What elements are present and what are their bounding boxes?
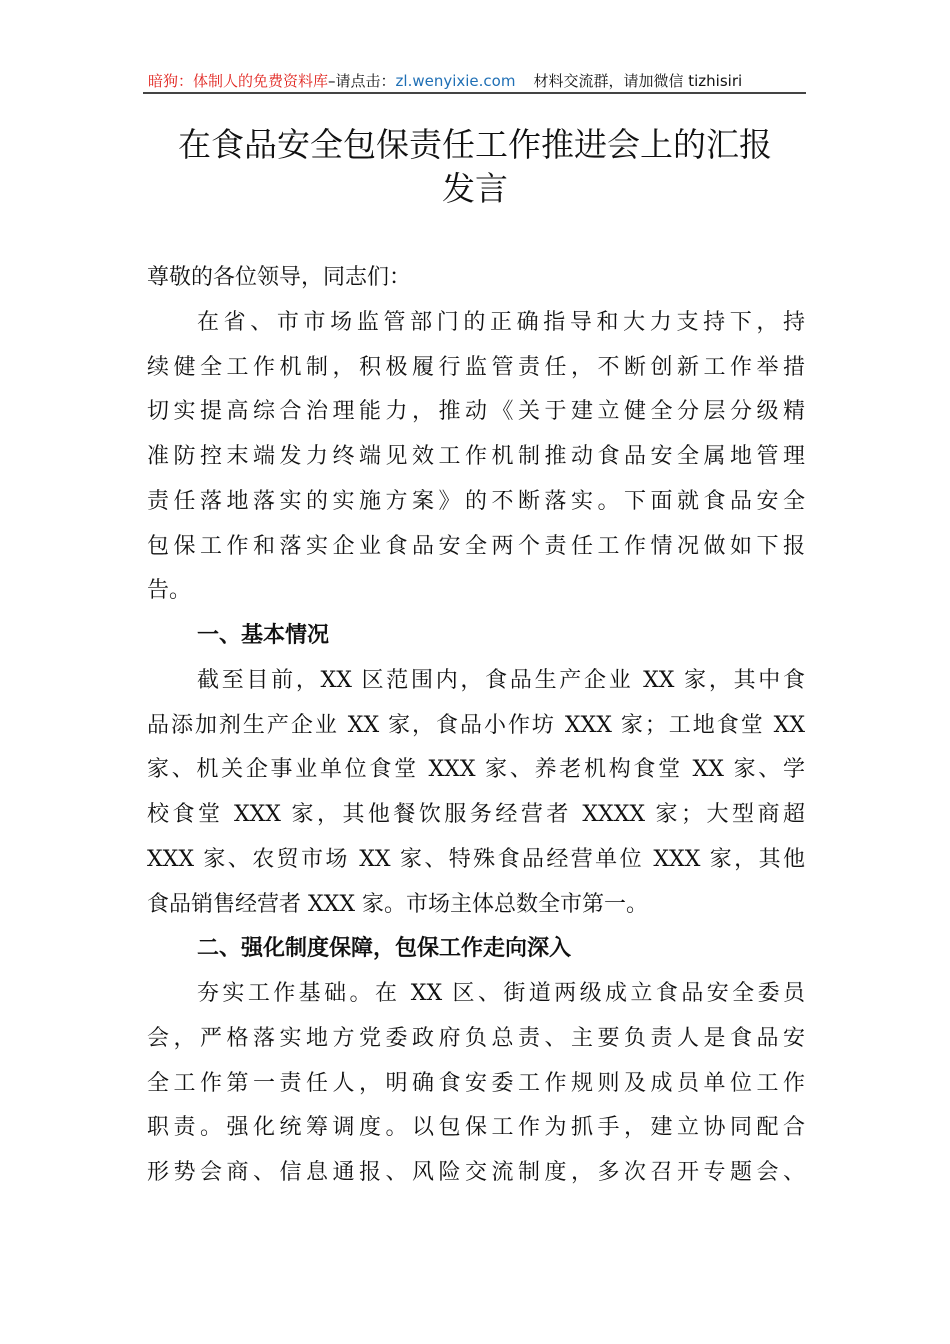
paragraph-line: 切实提高综合治理能力，推动《关于建立健全分层分级精 — [147, 399, 805, 425]
section-heading: 一、基本情况 — [197, 623, 330, 648]
header-link[interactable]: zl.wenyixie.com — [395, 72, 516, 90]
paragraph-line: 截至目前，XX 区范围内，食品生产企业 XX 家，其中食 — [197, 667, 805, 693]
paragraph-line: XXX 家、农贸市场 XX 家、特殊食品经营单位 XXX 家，其他 — [147, 846, 805, 872]
paragraph-line: 在省、市市场监管部门的正确指导和大力支持下，持 — [197, 309, 805, 335]
header-prompt: –请点击： — [328, 72, 396, 90]
paragraph-line: 续健全工作机制，积极履行监管责任，不断创新工作举措 — [147, 354, 805, 380]
paragraph-line: 告。 — [147, 578, 192, 604]
paragraph-line: 家、机关企事业单位食堂 XXX 家、养老机构食堂 XX 家、学 — [147, 757, 805, 783]
header-site-name: 暗狗：体制人的免费资料库 — [148, 72, 329, 90]
paragraph-line: 包保工作和落实企业食品安全两个责任工作情况做如下报 — [147, 533, 805, 559]
doc-title-line2: 发言 — [442, 169, 508, 208]
paragraph-line: 夯实工作基础。在 XX 区、街道两级成立食品安全委员 — [197, 981, 805, 1006]
paragraph-line: 职责。强化统筹调度。以包保工作为抓手，建立协同配合 — [147, 1115, 805, 1141]
paragraph-line: 食品销售经营者 XXX 家。市场主体总数全市第一。 — [147, 891, 648, 917]
paragraph-line: 会，严格落实地方党委政府负总责、主要负责人是食品安 — [147, 1025, 805, 1051]
paragraph-line: 校食堂 XXX 家，其他餐饮服务经营者 XXXX 家；大型商超 — [147, 802, 805, 827]
doc-title-line1: 在食品安全包保责任工作推进会上的汇报 — [178, 125, 772, 164]
header-rule — [143, 92, 806, 94]
page-header — [148, 70, 800, 91]
header-contact: 材料交流群，请加微信 tizhisiri — [533, 72, 743, 90]
paragraph-line: 形势会商、信息通报、风险交流制度，多次召开专题会、 — [147, 1160, 805, 1185]
paragraph-line: 品添加剂生产企业 XX 家，食品小作坊 XXX 家；工地食堂 XX — [147, 712, 805, 738]
paragraph-line: 全工作第一责任人，明确食安委工作规则及成员单位工作 — [147, 1070, 805, 1096]
paragraph-line: 责任落地落实的实施方案》的不断落实。下面就食品安全 — [147, 488, 805, 514]
section-heading: 二、强化制度保障，包保工作走向深入 — [197, 936, 572, 962]
paragraph-line: 准防控末端发力终端见效工作机制推动食品安全属地管理 — [147, 444, 805, 469]
greeting: 尊敬的各位领导，同志们： — [147, 265, 412, 290]
